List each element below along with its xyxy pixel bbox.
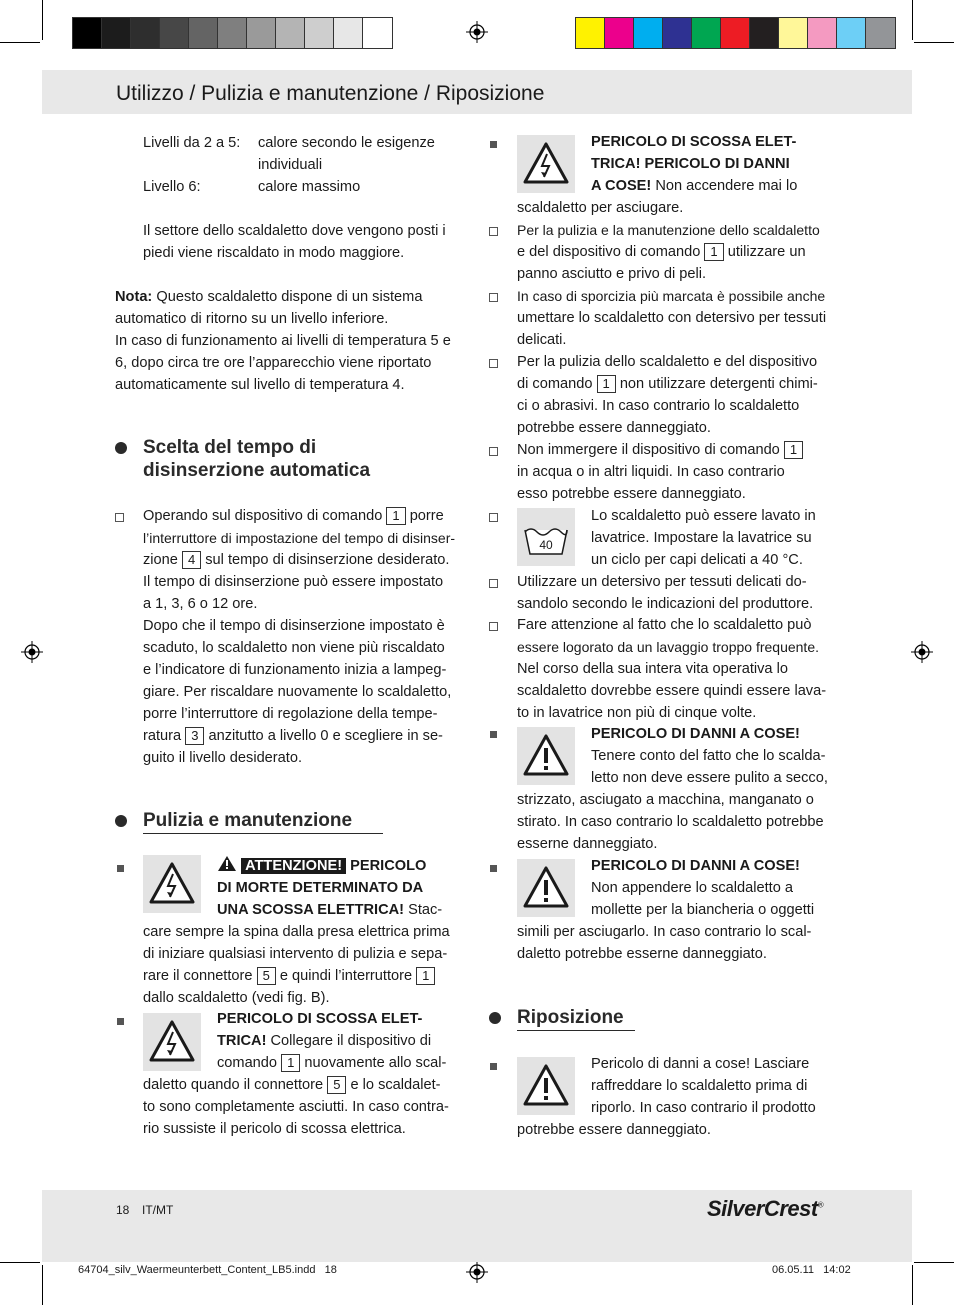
cleaning-item-4: Non immergere il dispositivo di comando 1 in acqua o in altri liquidi. In caso contrario esso potrebbe essere danneggiato. <box>489 439 844 505</box>
section-underline <box>143 833 383 834</box>
attention-badge: ATTENZIONE! <box>241 858 346 874</box>
cleaning-item-7: Fare attenzione al fatto che lo scaldaletto può essere logorato da un lavaggio troppo frequente. Nel corso della sua intera vita operativa lo scaldaletto dovrebbe essere quindi essere lava- to in lavatrice non più di cinque volte. <box>489 614 844 724</box>
crop-mark <box>0 1262 40 1263</box>
sector-text: Il settore dello scaldaletto dove vengono posti i piedi viene riscaldato in modo maggiore. <box>143 223 446 261</box>
crop-mark <box>42 1265 43 1305</box>
ref-number: 1 <box>597 375 616 393</box>
section-title-auto-off: Scelta del tempo di disinserzione automatica <box>143 437 371 481</box>
ref-number: 1 <box>386 507 405 525</box>
language-code: IT/MT <box>142 1203 174 1217</box>
color-swatch <box>102 18 131 48</box>
note-label: Nota: <box>115 289 153 305</box>
color-swatch <box>866 18 895 48</box>
color-swatch <box>218 18 247 48</box>
crop-mark <box>42 0 43 40</box>
warning-no-dry-use: PERICOLO DI SCOSSA ELET- TRICA! PERICOLO DI DANNI A COSE! Non accendere mai lo scaldaletto per asciugare. <box>517 134 798 216</box>
level6-value: calore massimo <box>258 179 361 195</box>
checkbox-square-icon <box>489 227 498 236</box>
color-swatch <box>247 18 276 48</box>
cleaning-item-1: Per la pulizia e la manutenzione dello scaldaletto e del dispositivo di comando 1 utilizzare un panno asciutto e privo di peli. <box>489 219 844 285</box>
checkbox-square-icon <box>489 293 498 302</box>
checkbox-square-icon <box>489 622 498 631</box>
section-underline <box>517 1030 635 1031</box>
note-text: Questo scaldaletto dispone di un sistema automatico di ritorno su un livello inferiore. <box>115 289 423 327</box>
warning-property-damage: PERICOLO DI DANNI A COSE! Tenere conto del fatto che lo scalda- letto non deve essere pulito a secco, strizzato, asciugato a macchina, manganato o stirato. In caso contrario lo scaldaletto potrebbe esserne danneggiato. <box>517 726 828 852</box>
color-swatch <box>779 18 808 48</box>
crop-mark <box>912 0 913 40</box>
file-slug: 64704_silv_Waermeunterbett_Content_LB5.indd 18 <box>78 1264 337 1276</box>
checkbox-square-icon <box>489 513 498 522</box>
auto-off-item: Operando sul dispositivo di comando 1 porre l’interruttore di impostazione del tempo di disinser- zione 4 sul tempo di disinserzione desiderato. Il tempo di disinserzione può essere impostato a 1, 3, 6 o 12 ore. Dopo che il tempo di disinserzione impostato è scaduto, lo scaldaletto non viene più riscaldato e l’indicatore di funzionamento inizia a lampeg- giare. Per riscaldare nuovamente lo scaldaletto, porre l’interruttore di regolazione della tempe- ratura 3 anzitutto a livello 0 e scegliere in se- guito il livello desiderato. <box>115 505 470 769</box>
date-slug: 06.05.11 14:02 <box>772 1264 851 1276</box>
cleaning-item-3: Per la pulizia dello scaldaletto e del dispositivo di comando 1 non utilizzare detergenti chimi- ci o abrasivi. In caso contrario lo scaldaletto potrebbe essere danneggiato. <box>489 351 844 439</box>
color-swatch <box>721 18 750 48</box>
color-swatch <box>363 18 392 48</box>
color-swatch <box>189 18 218 48</box>
crop-mark <box>912 1265 913 1305</box>
color-swatch <box>837 18 866 48</box>
registration-mark-icon <box>21 641 43 663</box>
storage-warning: Pericolo di danni a cose! Lasciare raffreddare lo scaldaletto prima di riporlo. In caso contrario il prodotto potrebbe essere danneggiato. <box>517 1056 816 1138</box>
color-swatch <box>276 18 305 48</box>
note-text-2: In caso di funzionamento ai livelli di temperatura 5 e 6, dopo circa tre ore l’apparecchio viene riportato automaticamente sul livello di temperatura 4. <box>115 333 451 393</box>
ref-number: 5 <box>257 967 276 985</box>
ref-number: 3 <box>185 727 204 745</box>
ref-number: 1 <box>704 243 723 261</box>
color-swatch <box>808 18 837 48</box>
color-swatch <box>576 18 605 48</box>
note-paragraph <box>115 286 467 396</box>
list-square-icon <box>490 1063 497 1070</box>
list-square-icon <box>117 1018 124 1025</box>
registration-mark-icon <box>466 1261 488 1283</box>
wash-temp-label: 40 <box>539 538 553 552</box>
color-swatch <box>663 18 692 48</box>
color-swatch <box>634 18 663 48</box>
color-swatch <box>73 18 102 48</box>
color-swatch <box>334 18 363 48</box>
cleaning-item-washable: Lo scaldaletto può essere lavato in lavatrice. Impostare la lavatrice su un ciclo per capi delicati a 40 °C. <box>591 508 816 568</box>
checkbox-square-icon <box>115 513 124 522</box>
crop-mark <box>0 42 40 43</box>
gray-color-bar <box>72 17 393 49</box>
warning-electric-shock: ATTENZIONE! PERICOLO DI MORTE DETERMINATO DA UNA SCOSSA ELETTRICA! Stac- care sempre la spina dalla presa elettrica prima di iniziare qualsiasi intervento di pulizia e sepa- rare il connettore 5 e quindi l’interruttore 1 dallo scaldaletto (vedi fig. B). <box>143 855 468 1009</box>
page-title: Utilizzo / Pulizia e manutenzione / Riposizione <box>116 82 545 105</box>
crop-mark <box>914 1262 954 1263</box>
cleaning-item-2: In caso di sporcizia più marcata è possibile anche umettare lo scaldaletto con detersivo per tessuti delicati. <box>489 285 844 351</box>
checkbox-square-icon <box>489 359 498 368</box>
section-title-cleaning: Pulizia e manutenzione <box>143 810 353 831</box>
ref-number: 1 <box>281 1054 300 1072</box>
section-bullet-icon <box>115 442 127 454</box>
color-swatch <box>131 18 160 48</box>
level6-label: Livello 6: <box>143 179 201 195</box>
color-swatch <box>692 18 721 48</box>
page-number: 18 <box>116 1203 130 1217</box>
ref-number: 1 <box>416 967 435 985</box>
section-title-storage: Riposizione <box>517 1007 624 1028</box>
ref-number: 5 <box>327 1076 346 1094</box>
process-color-bar <box>575 17 896 49</box>
color-swatch <box>750 18 779 48</box>
checkbox-square-icon <box>489 447 498 456</box>
warning-triangle-icon <box>217 855 237 872</box>
level-table <box>143 132 468 198</box>
list-square-icon <box>490 865 497 872</box>
list-square-icon <box>117 865 124 872</box>
section-bullet-icon <box>115 815 127 827</box>
list-square-icon <box>490 731 497 738</box>
warning-electric-shock-2: PERICOLO DI SCOSSA ELET- TRICA! Collegare il dispositivo di comando 1 nuovamente allo scal- daletto quando il connettore 5 e lo scaldalet- to sono completamente asciutti. In caso contra- rio sussiste il pericolo di scossa elettrica. <box>143 1011 449 1137</box>
checkbox-square-icon <box>489 579 498 588</box>
wash-40-icon <box>517 508 575 566</box>
registration-mark-icon <box>911 641 933 663</box>
registration-mark-icon <box>466 21 488 43</box>
level25-value: calore secondo le esigenze individuali <box>258 135 435 173</box>
warning-property-damage-2: PERICOLO DI DANNI A COSE! Non appendere lo scaldaletto a mollette per la biancheria o oggetti simili per asciugarlo. In caso contrario lo scal- daletto potrebbe esserne danneggiato. <box>517 858 815 962</box>
crop-mark <box>914 42 954 43</box>
silvercrest-logo: SilverCrest® <box>707 1196 824 1221</box>
color-swatch <box>160 18 189 48</box>
section-bullet-icon <box>489 1012 501 1024</box>
level25-label: Livelli da 2 a 5: <box>143 135 241 151</box>
list-square-icon <box>490 141 497 148</box>
ref-number: 4 <box>182 551 201 569</box>
ref-number: 1 <box>784 441 803 459</box>
color-swatch <box>605 18 634 48</box>
color-swatch <box>305 18 334 48</box>
cleaning-item-6: Utilizzare un detersivo per tessuti delicati do- sandolo secondo le indicazioni del produttore. <box>489 571 844 615</box>
